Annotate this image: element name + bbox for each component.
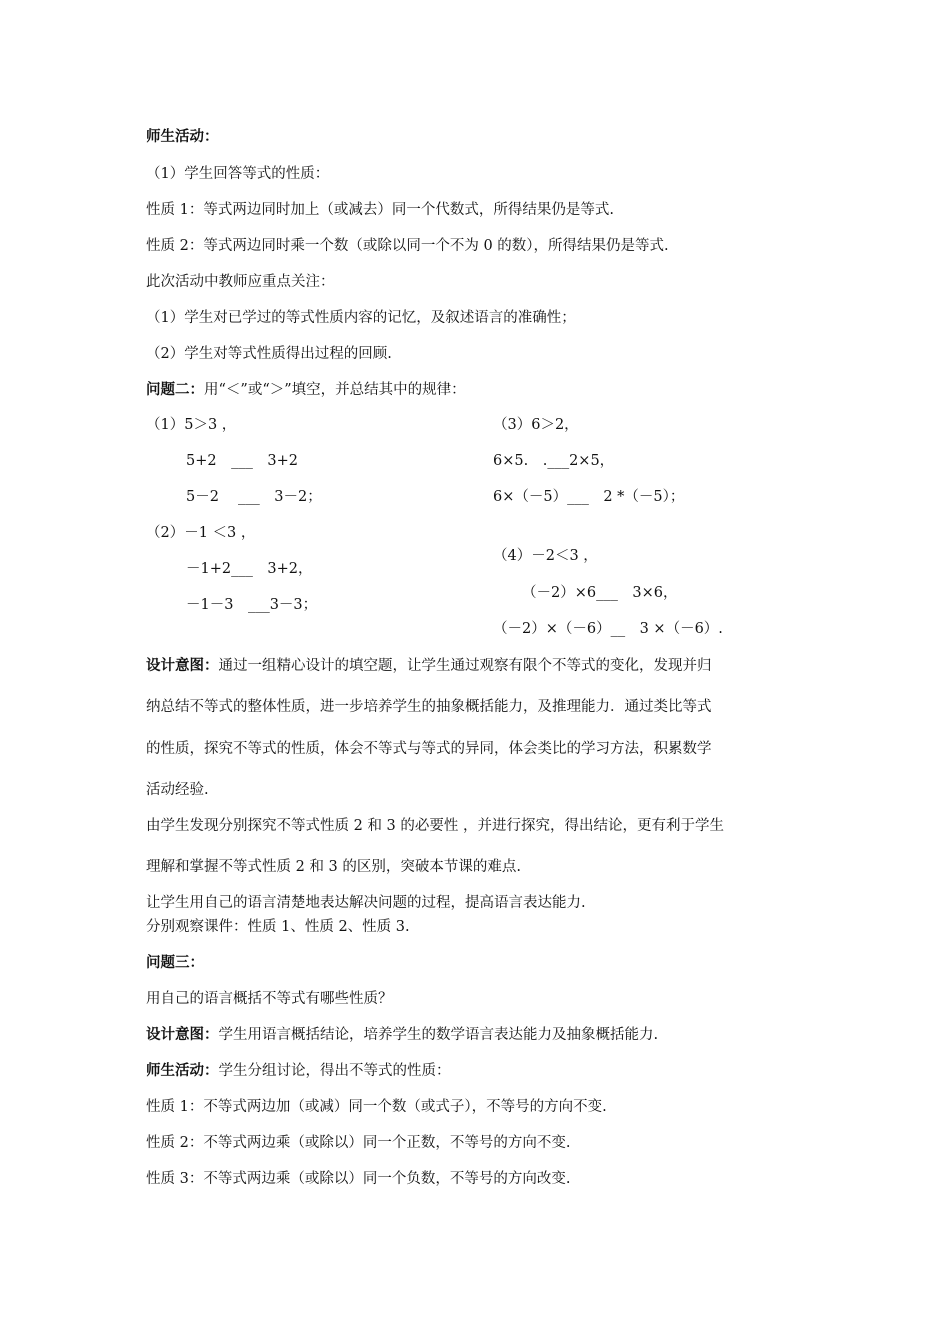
paragraph-line: 让学生用自己的语言清楚地表达解决问题的过程，提高语言表达能力.: [146, 895, 586, 911]
paragraph-line: 理解和掌握不等式性质 2 和 3 的区别，突破本节课的难点.: [146, 859, 521, 875]
question-2-label: 问题二：: [146, 382, 204, 398]
inequality-property-2: 性质 2：不等式两边乘（或除以）同一个正数，不等号的方向不变.: [146, 1135, 571, 1151]
question-2: [146, 380, 466, 400]
inequality-property-3: 性质 3：不等式两边乘（或除以）同一个负数，不等号的方向改变.: [146, 1171, 571, 1187]
paragraph: 此次活动中教师应重点关注：: [146, 274, 335, 290]
paragraph-line: 由学生发现分别探究不等式性质 2 和 3 的必要性 ，并进行探究，得出结论，更有利于学生: [146, 818, 724, 834]
exercise-1-premise: （1）5＞3 ，: [146, 417, 237, 433]
design-intent-label: 设计意图：: [146, 1027, 219, 1043]
design-intent-label: 设计意图：: [146, 658, 219, 674]
paragraph-line: 分别观察课件：性质 1、性质 2、性质 3.: [146, 919, 410, 935]
teacher-student-activity: [146, 1061, 451, 1081]
focus-item-2: （2）学生对等式性质得出过程的回顾.: [146, 346, 392, 362]
exercise-1-blank-a: 5+2 ___ 3+2: [186, 453, 298, 469]
exercise-1-blank-b: 5－2 ___ 3－2；: [186, 489, 322, 505]
section-heading-activity: 师生活动：: [146, 129, 219, 145]
exercise-4-blank-b: （－2）×（－6）__ 3 ×（－6）.: [493, 621, 723, 637]
focus-item-1: （1）学生对已学过的等式性质内容的记忆，及叙述语言的准确性；: [146, 310, 576, 326]
exercise-2-blank-a: －1+2___ 3+2，: [186, 561, 313, 577]
exercise-3-premise: （3）6＞2，: [493, 417, 579, 433]
question-2-text: 用“＜”或“＞”填空，并总结其中的规律：: [204, 382, 466, 398]
activity-text: 学生分组讨论，得出不等式的性质：: [218, 1063, 451, 1079]
design-intent-text: 学生用语言概括结论，培养学生的数学语言表达能力及抽象概括能力.: [218, 1027, 659, 1043]
question-3-label: 问题三：: [146, 955, 204, 971]
question-3-text: 用自己的语言概括不等式有哪些性质？: [146, 991, 393, 1007]
exercise-2-blank-b: －1－3 ___3－3；: [186, 597, 318, 613]
paragraph-line: 活动经验.: [146, 782, 209, 798]
exercise-3-blank-b: 6×（－5）___ 2 *（－5）；: [493, 489, 685, 505]
inequality-property-1: 性质 1：不等式两边加（或减）同一个数（或式子），不等号的方向不变.: [146, 1099, 607, 1115]
exercise-3-blank-a: 6×5. .___2×5，: [493, 453, 615, 469]
exercise-2-premise: （2）－1 ＜3 ，: [146, 525, 256, 541]
design-intent-1: [146, 656, 712, 676]
design-intent-2: [146, 1025, 658, 1045]
exercise-4-blank-a: （－2）×6___ 3×6，: [522, 585, 678, 601]
paragraph-line: 的性质，探究不等式的性质，体会不等式与等式的异同，体会类比的学习方法，积累数学: [146, 741, 712, 757]
activity-label: 师生活动：: [146, 1063, 219, 1079]
design-intent-text: 通过一组精心设计的填空题，让学生通过观察有限个不等式的变化，发现并归: [218, 658, 712, 674]
paragraph: （1）学生回答等式的性质：: [146, 166, 330, 182]
paragraph-line: 纳总结不等式的整体性质，进一步培养学生的抽象概括能力，及推理能力．通过类比等式: [146, 699, 712, 715]
equality-property-1: 性质 1：等式两边同时加上（或减去）同一个代数式，所得结果仍是等式.: [146, 202, 614, 218]
equality-property-2: 性质 2：等式两边同时乘一个数（或除以同一个不为 0 的数），所得结果仍是等式.: [146, 238, 669, 254]
exercise-4-premise: （4）－2＜3 ，: [493, 548, 598, 564]
